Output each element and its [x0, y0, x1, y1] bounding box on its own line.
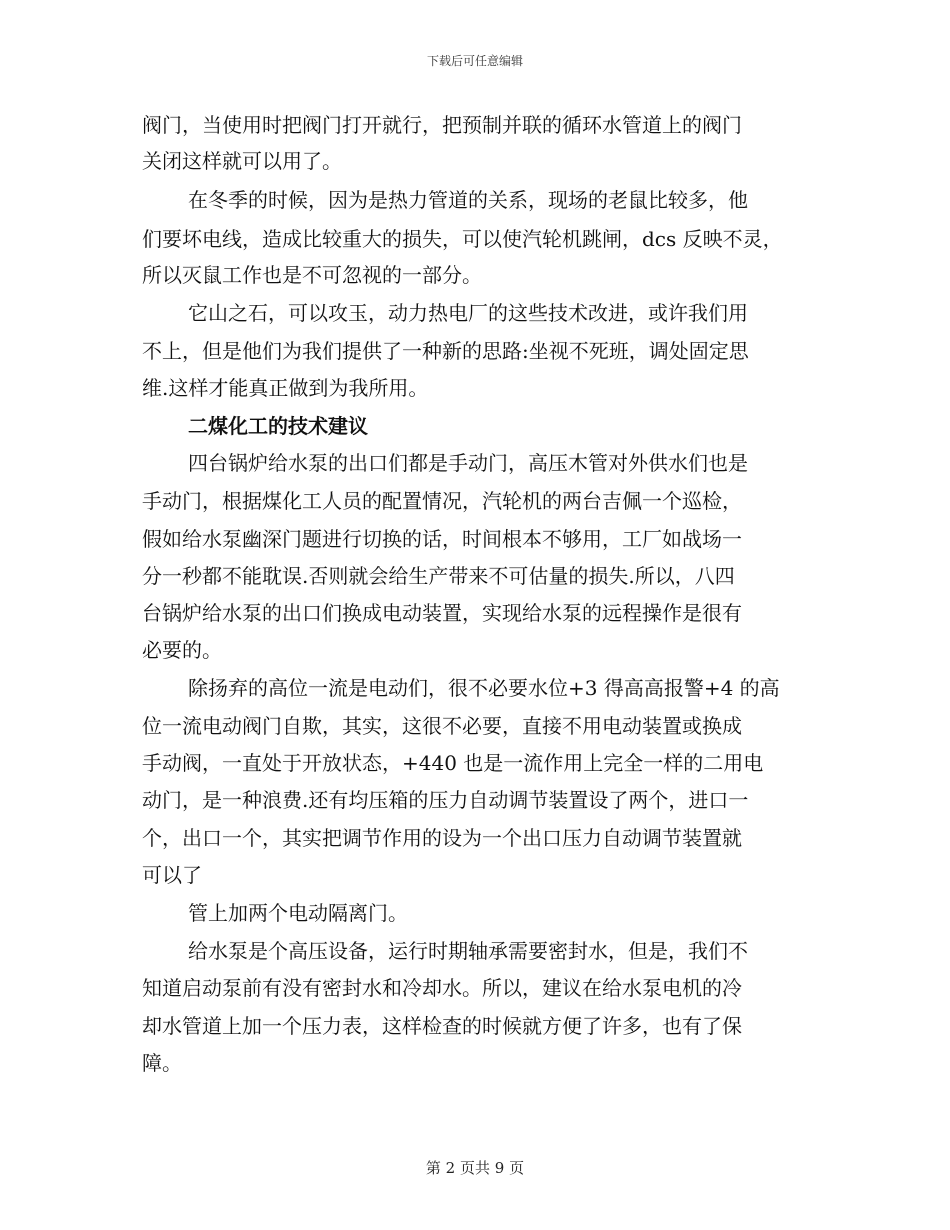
text-line: 关闭这样就可以用了。	[142, 149, 342, 173]
page-header: 下载后可任意编辑	[426, 54, 523, 68]
text-line: 们要坏电线，造成比较重大的损失，可以使汽轮机跳闸，dcs 反映不灵，	[142, 227, 783, 251]
page-footer: 第 2 页共 9 页	[425, 1159, 525, 1177]
text-line: 位一流电动阀门自欺，其实，这很不必要，直接不用电动装置或换成	[142, 714, 742, 738]
section-heading: 二煤化工的技术建议	[188, 414, 368, 438]
text-line: 台锅炉给水泵的出口们换成电动装置，实现给水泵的远程操作是很有	[142, 601, 742, 625]
text-line: 维.这样才能真正做到为我所用。	[142, 376, 429, 400]
text-line: 知道启动泵前有没有密封水和冷却水。所以，建议在给水泵电机的冷	[142, 976, 742, 1000]
text-line: 动门，是一种浪费.还有均压箱的压力自动调节装置设了两个，进口一	[142, 788, 749, 812]
text-line: 除扬弃的高位一流是电动们，很不必要水位+3 得高高报警+4 的高	[188, 676, 780, 700]
text-line: 在冬季的时候，因为是热力管道的关系，现场的老鼠比较多，他	[188, 188, 748, 212]
text-line: 它山之石，可以攻玉，动力热电厂的这些技术改进，或许我们用	[188, 301, 748, 325]
text-line: 假如给水泵幽深门题进行切换的话，时间根本不够用，工厂如战场一	[142, 527, 742, 551]
text-line: 管上加两个电动隔离门。	[188, 901, 408, 925]
text-line: 阀门，当使用时把阀门打开就行，把预制并联的循环水管道上的阀门	[142, 113, 742, 137]
text-line: 却水管道上加一个压力表，这样检查的时候就方便了许多，也有了保	[142, 1014, 742, 1038]
text-line: 障。	[142, 1051, 182, 1075]
text-line: 给水泵是个高压设备，运行时期轴承需要密封水，但是，我们不	[188, 939, 748, 963]
text-line: 必要的。	[142, 638, 222, 662]
text-line: 手动门，根据煤化工人员的配置情况，汽轮机的两台吉佩一个巡检，	[142, 489, 742, 513]
text-line: 分一秒都不能耽误.否则就会给生产带来不可估量的损失.所以，八四	[142, 564, 735, 588]
text-line: 手动阀，一直处于开放状态，+440 也是一流作用上完全一样的二用电	[142, 751, 764, 775]
text-line: 所以灭鼠工作也是不可忽视的一部分。	[142, 263, 482, 287]
text-line: 可以了	[142, 863, 202, 887]
text-line: 四台锅炉给水泵的出口们都是手动门，高压木管对外供水们也是	[188, 451, 748, 475]
text-line: 个，出口一个，其实把调节作用的设为一个出口压力自动调节装置就	[142, 826, 742, 850]
text-line: 不上，但是他们为我们提供了一种新的思路:坐视不死班，调处固定思	[142, 339, 749, 363]
